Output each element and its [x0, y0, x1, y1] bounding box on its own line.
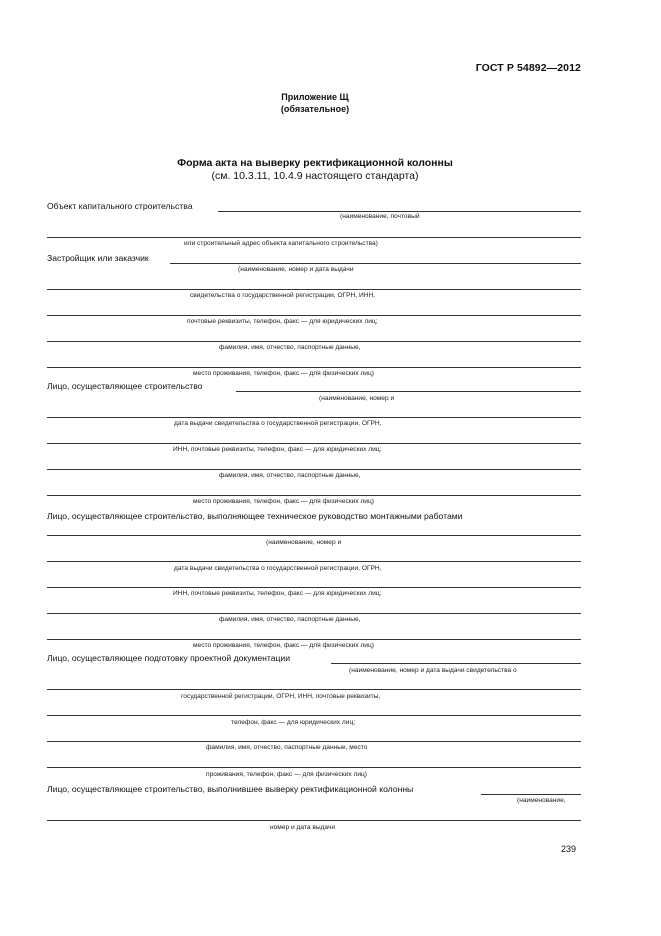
verifier-field-line[interactable] — [47, 820, 581, 821]
developer-caption: почтовые реквизиты, телефон, факс — для юридических лиц; — [187, 318, 378, 325]
developer-caption: фамилия, имя, отчество, паспортные данные, — [219, 344, 361, 351]
verifier-label: Лицо, осуществляющее строительство, выполнившее выверку ректификационной колонны — [47, 784, 414, 794]
designer-caption: государственной регистрации, ОГРН, ИНН, почтовые реквизиты, — [181, 693, 381, 700]
form-subtitle: (см. 10.3.11, 10.4.9 настоящего стандарта) — [211, 170, 419, 182]
designer-field-line[interactable] — [47, 715, 581, 716]
builder-caption: (наименование, номер и — [319, 395, 395, 402]
developer-field-line[interactable] — [47, 367, 581, 368]
developer-caption: (наименование, номер и дата выдачи — [238, 266, 354, 273]
tech-supervisor-field-line[interactable] — [47, 561, 581, 562]
developer-label: Застройщик или заказчик — [47, 253, 149, 263]
verifier-caption: (наименование, — [517, 797, 566, 804]
tech-supervisor-label: Лицо, осуществляющее строительство, выполняющее техническое руководство монтажными работами — [47, 511, 463, 521]
form-title: Форма акта на выверку ректификационной колонны — [177, 157, 453, 169]
designer-field-line[interactable] — [47, 767, 581, 768]
developer-field-line[interactable] — [47, 289, 581, 290]
builder-field-line[interactable] — [236, 391, 581, 392]
designer-caption: проживания, телефон, факс — для физических лиц) — [206, 771, 368, 778]
document-code: ГОСТ Р 54892—2012 — [475, 62, 581, 74]
tech-supervisor-field-line[interactable] — [47, 587, 581, 588]
verifier-field-line[interactable] — [481, 794, 581, 795]
builder-caption: место проживания, телефон, факс — для физических лиц) — [193, 498, 374, 505]
tech-supervisor-caption: дата выдачи свидетельства о государственной регистрации, ОГРН, — [174, 565, 382, 572]
builder-caption: ИНН, почтовые реквизиты, телефон, факс — для юридических лиц; — [173, 446, 382, 453]
designer-caption: телефон, факс — для юридических лиц; — [231, 719, 356, 726]
tech-supervisor-caption: ИНН, почтовые реквизиты, телефон, факс — для юридических лиц; — [173, 590, 382, 597]
developer-field-line[interactable] — [47, 315, 581, 316]
builder-field-line[interactable] — [47, 495, 581, 496]
tech-supervisor-field-line[interactable] — [47, 535, 581, 536]
tech-supervisor-caption: место проживания, телефон, факс — для физических лиц) — [193, 642, 374, 649]
developer-field-line[interactable] — [170, 263, 581, 264]
tech-supervisor-caption: фамилия, имя, отчество, паспортные данные, — [219, 616, 361, 623]
builder-caption: фамилия, имя, отчество, паспортные данные, — [219, 472, 361, 479]
developer-field-line[interactable] — [47, 341, 581, 342]
builder-field-line[interactable] — [47, 469, 581, 470]
designer-label: Лицо, осуществляющее подготовку проектной документации — [47, 653, 291, 663]
developer-caption: место проживания, телефон, факс — для физических лиц) — [193, 370, 374, 377]
designer-caption: (наименование, номер и дата выдачи свидетельства о — [349, 667, 517, 674]
verifier-caption: номер и дата выдачи — [270, 824, 336, 831]
designer-caption: фамилия, имя, отчество, паспортные данные, место — [206, 744, 368, 751]
builder-field-line[interactable] — [47, 443, 581, 444]
object-caption: (наименование, почтовый — [340, 213, 420, 220]
builder-caption: дата выдачи свидетельства о государственной регистрации, ОГРН, — [174, 420, 382, 427]
tech-supervisor-field-line[interactable] — [47, 639, 581, 640]
builder-field-line[interactable] — [47, 417, 581, 418]
tech-supervisor-caption: (наименование, номер и — [266, 539, 342, 546]
annex-title: Приложение Щ — [281, 92, 349, 102]
object-caption: или строительный адрес объекта капитального строительства) — [184, 240, 378, 247]
annex-status: (обязательное) — [280, 104, 350, 114]
page-number: 239 — [561, 844, 577, 854]
designer-field-line[interactable] — [331, 663, 581, 664]
designer-field-line[interactable] — [47, 741, 581, 742]
builder-label: Лицо, осуществляющее строительство — [47, 381, 203, 391]
developer-caption: свидетельства о государственной регистрации, ОГРН, ИНН, — [190, 292, 376, 299]
object-field-line[interactable] — [218, 211, 581, 212]
object-label: Объект капитального строительства — [47, 201, 193, 211]
tech-supervisor-field-line[interactable] — [47, 613, 581, 614]
designer-field-line[interactable] — [47, 689, 581, 690]
object-field-line[interactable] — [47, 237, 581, 238]
